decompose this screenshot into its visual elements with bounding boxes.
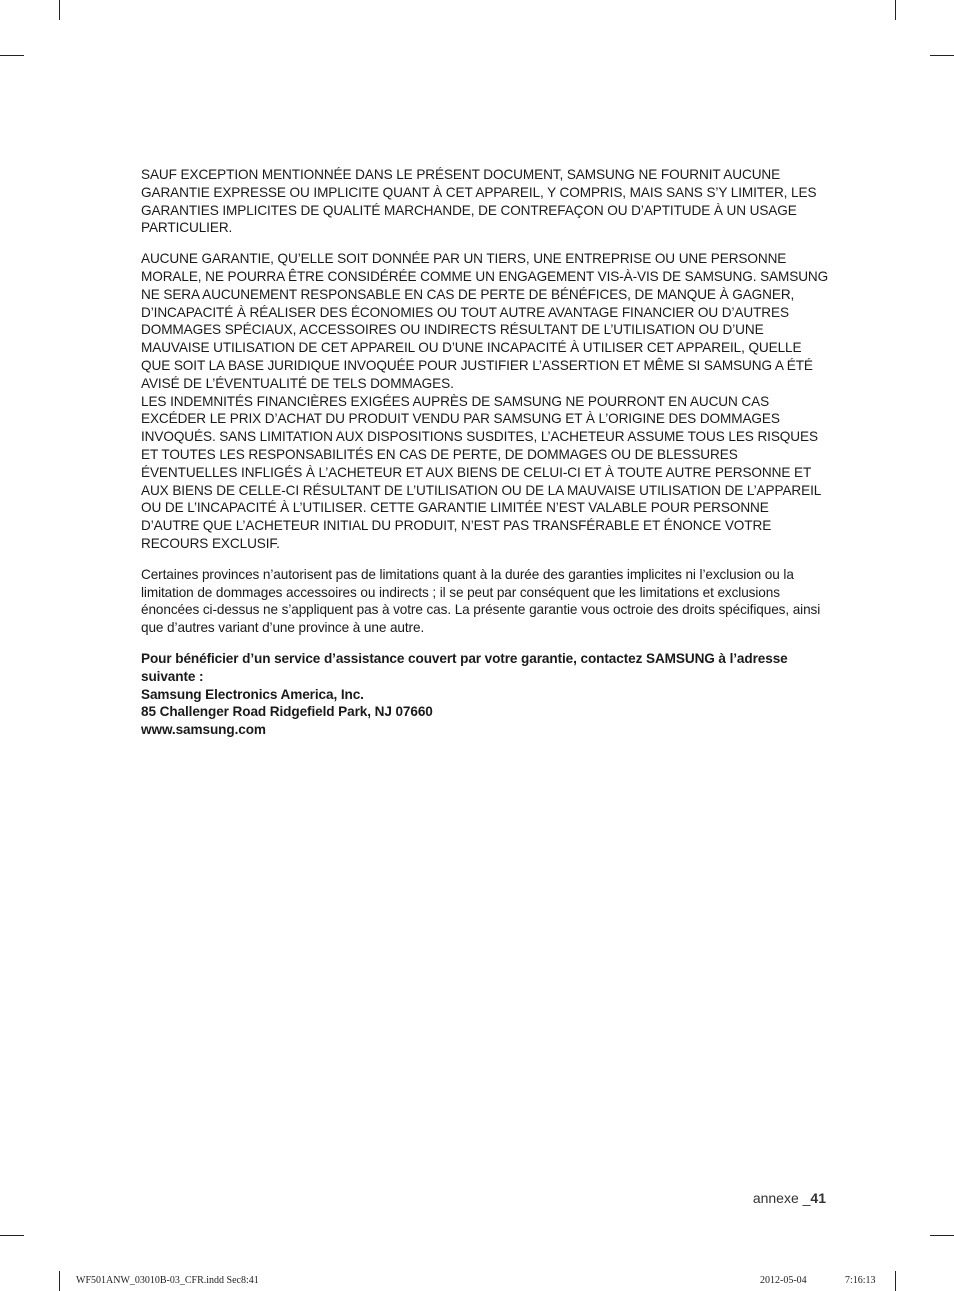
crop-mark [59, 0, 60, 20]
slug-file: WF501ANW_03010B-03_CFR.indd Sec8:41 [76, 1275, 259, 1286]
crop-mark [895, 1271, 896, 1291]
slug-date: 2012-05-04 [760, 1275, 807, 1286]
company-name: Samsung Electronics America, Inc. [141, 686, 364, 702]
company-address: 85 Challenger Road Ridgefield Park, NJ 07660 [141, 704, 433, 720]
section-label: annexe _ [752, 1190, 811, 1206]
crop-mark [0, 1235, 24, 1236]
crop-mark [59, 1271, 60, 1291]
disclaimer-paragraph: SAUF EXCEPTION MENTIONNÉE DANS LE PRÉSENT DOCUMENT, SAMSUNG NE FOURNIT AUCUNE GARANTIE EXPRESSE OU IMPLICITE QUANT À CET APPAREIL, Y COMPRIS, MAIS SANS S’Y LIMITER, LES GARANTIES IMPLICITES DE QUALITÉ MARCHANDE, DE CONTREFAÇON OU D’APTITUDE À UN USAGE PARTICULIER. [141, 167, 817, 236]
crop-mark [895, 0, 896, 20]
crop-mark [0, 55, 24, 56]
crop-mark [930, 1235, 954, 1236]
page-number: 41 [810, 1190, 826, 1206]
page-footer [753, 1190, 826, 1206]
warranty-text [141, 166, 829, 739]
liability-paragraph: AUCUNE GARANTIE, QU’ELLE SOIT DONNÉE PAR UN TIERS, UNE ENTREPRISE OU UNE PERSONNE MORALE, NE POURRA ÊTRE CONSIDÉRÉE COMME UN ENGAGEMENT VIS-À-VIS DE SAMSUNG. SAMSUNG NE SERA AUCUNEMENT RESPONSABLE EN CAS DE PERTE DE BÉNÉFICES, DE MANQUE À GAGNER, D’INCAPACITÉ À RÉALISER DES ÉCONOMIES OU TOUT AUTRE AVANTAGE FINANCIER OU D’AUTRES DOMMAGES SPÉCIAUX, ACCESSOIRES OU INDIRECTS RÉSULTANT DE L’UTILISATION OU D’UNE MAUVAISE UTILISATION DE CET APPAREIL OU D’UNE INCAPACITÉ À UTILISER CET APPAREIL, QUELLE QUE SOIT LA BASE JURIDIQUE INVOQUÉE POUR JUSTIFIER L’ASSERTION ET MÊME SI SAMSUNG A ÉTÉ AVISÉ DE L’ÉVENTUALITÉ DE TELS DOMMAGES. [141, 251, 829, 391]
indemnity-paragraph: LES INDEMNITÉS FINANCIÈRES EXIGÉES AUPRÈS DE SAMSUNG NE POURRONT EN AUCUN CAS EXCÉDER LE PRIX D’ACHAT DU PRODUIT VENDU PAR SAMSUNG ET À L’ORIGINE DES DOMMAGES INVOQUÉS. SANS LIMITATION AUX DISPOSITIONS SUSDITES, L’ACHETEUR ASSUME TOUS LES RISQUES ET TOUTES LES RESPONSABILITÉS EN CAS DE PERTE, DE DOMMAGES OU DE BLESSURES ÉVENTUELLES INFLIGÉS À L’ACHETEUR ET AUX BIENS DE CELUI-CI ET À TOUTE AUTRE PERSONNE ET AUX BIENS DE CELLE-CI RÉSULTANT DE L’UTILISATION OU DE LA MAUVAISE UTILISATION DE L’APPAREIL OU DE L’INCAPACITÉ À L’UTILISER. CETTE GARANTIE LIMITÉE N’EST VALABLE POUR PERSONNE D’AUTRE QUE L’ACHETEUR INITIAL DU PRODUIT, N’EST PAS TRANSFÉRABLE ET ÉNONCE VOTRE RECOURS EXCLUSIF. [141, 393, 821, 551]
slug-time: 7:16:13 [845, 1275, 876, 1286]
provinces-paragraph: Certaines provinces n’autorisent pas de limitations quant à la durée des garanties implicites ni l’exclusion ou la limitation de dommages accessoires ou indirects ; il se peut par conséquent que les limitations et exclusions énoncées ci-dessus ne s’appliquent pas à votre cas. La présente garantie vous octroie des droits spécifiques, ainsi que d’autres variant d’une province à une autre. [141, 566, 821, 636]
contact-intro: Pour bénéficier d’un service d’assistance couvert par votre garantie, contactez SAMSUNG à l’adresse suivante : [141, 650, 788, 684]
website-link[interactable]: www.samsung.com [141, 722, 266, 738]
crop-mark [930, 55, 954, 56]
